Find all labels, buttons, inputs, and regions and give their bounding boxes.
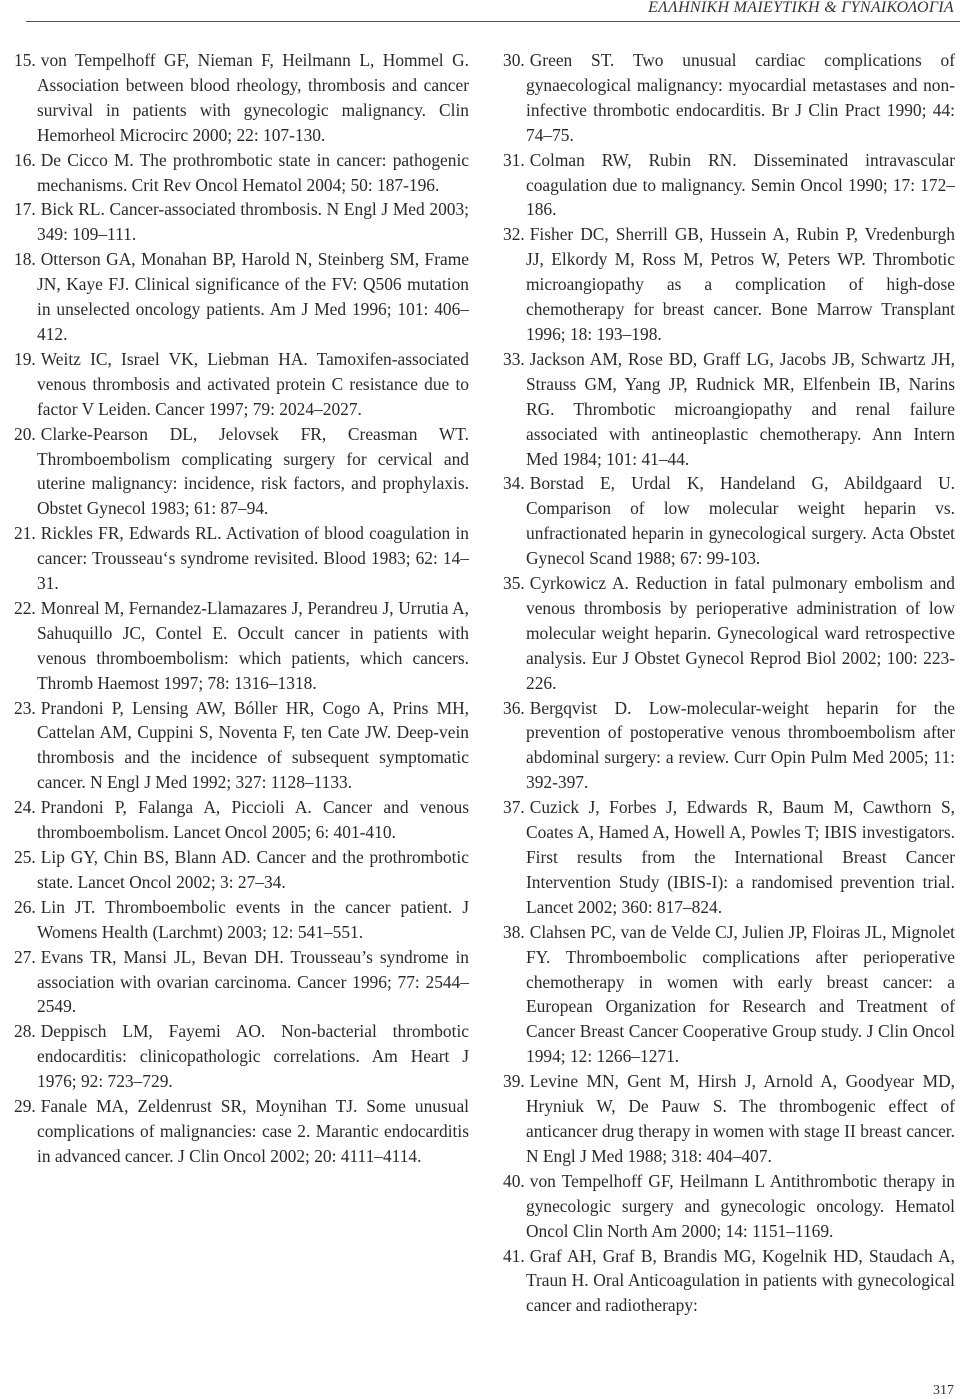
reference-item (14, 1094, 469, 1169)
reference-number: 17. (14, 199, 36, 220)
journal-title: ΕΛΛΗΝΙΚΗ ΜΑΙΕΥΤΙΚΗ & ΓΥΝΑΙΚΟΛΟΓΙΑ (648, 0, 954, 16)
reference-text: von Tempelhoff GF, Heilmann L Antithrombotic therapy in gynecologic surgery and gynecologic oncology. Hematol Oncol Clin North Am 2000; 14: 1151–1169. (526, 1170, 955, 1241)
references-left-column (14, 48, 469, 1169)
reference-item (14, 422, 469, 522)
reference-item (14, 895, 469, 945)
reference-number: 20. (14, 423, 36, 444)
reference-item (14, 1019, 469, 1094)
reference-number: 15. (14, 50, 36, 70)
reference-number: 24. (14, 797, 36, 818)
reference-item (503, 696, 955, 796)
reference-text: Colman RW, Rubin RN. Disseminated intravascular coagulation due to malignancy. Semin Oncol 1990; 17: 172–186. (526, 149, 955, 220)
reference-number: 18. (14, 249, 36, 270)
reference-text: Cuzick J, Forbes J, Edwards R, Baum M, Cawthorn S, Coates A, Hamed A, Howell A, Powles T; IBIS investigators. First results from the International Breast Cancer Intervention Study (IBIS-I): a randomised prevention trial. Lancet 2002; 360: 817–824. (526, 797, 955, 917)
reference-item (503, 571, 955, 696)
reference-text: von Tempelhoff GF, Nieman F, Heilmann L, Hommel G. Association between blood rheology, thrombosis and cancer survival in patients with gynecologic malignancy. Clin Hemorheol Microcirc 2000; 22: 107-130. (37, 50, 469, 145)
reference-number: 31. (503, 149, 525, 170)
reference-text: Prandoni P, Falanga A, Piccioli A. Cancer and venous thromboembolism. Lancet Oncol 2005; 6: 401-410. (37, 797, 469, 843)
reference-number: 27. (14, 946, 36, 967)
reference-number: 16. (14, 149, 36, 170)
reference-number: 39. (503, 1071, 525, 1092)
reference-number: 30. (503, 50, 525, 70)
reference-number: 25. (14, 847, 36, 867)
reference-number: 22. (14, 597, 36, 618)
reference-text: Deppisch LM, Fayemi AO. Non-bacterial thrombotic endocarditis: clinicopathologic correlations. Am Heart J 1976; 92: 723–729. (37, 1021, 469, 1092)
reference-text: Borstad E, Urdal K, Handeland G, Abildgaard U. Comparison of low molecular weight heparin vs. unfractionated heparin in gynecological surgery. Acta Obstet Gynecol Scand 1988; 67: 99-103. (526, 473, 955, 569)
reference-item (14, 48, 469, 148)
reference-item (503, 222, 955, 347)
reference-number: 35. (503, 573, 525, 594)
reference-number: 38. (503, 921, 525, 942)
reference-number: 36. (503, 697, 525, 718)
reference-text: Bergqvist D. Low-molecular-weight heparin for the prevention of postoperative venous thromboembolism after abdominal surgery: a review. Curr Opin Pulm Med 2005; 11: 392-397. (526, 697, 955, 793)
reference-text: Clarke-Pearson DL, Jelovsek FR, Creasman WT. Thromboembolism complicating surgery for cervical and uterine malignancy: incidence, risk factors, and prophylaxis. Obstet Gynecol 1983; 61: 87–94. (37, 423, 469, 519)
reference-item (503, 347, 955, 472)
reference-text: Green ST. Two unusual cardiac complications of gynaecological malignancy: myocardial metastases and non-infective thrombotic endocarditis. Br J Clin Pract 1990; 44: 74–75. (526, 50, 955, 145)
reference-item (14, 596, 469, 696)
reference-number: 21. (14, 523, 36, 544)
reference-number: 32. (503, 224, 525, 245)
reference-item (14, 148, 469, 198)
reference-number: 40. (503, 1170, 525, 1191)
reference-item (14, 347, 469, 422)
reference-item (503, 148, 955, 223)
reference-item (503, 48, 955, 148)
reference-text: Evans TR, Mansi JL, Bevan DH. Trousseau’s syndrome in association with ovarian carcinoma. Cancer 1996; 77: 2544–2549. (37, 946, 469, 1017)
reference-text: Rickles FR, Edwards RL. Activation of blood coagulation in cancer: Trousseau‘s syndrome revisited. Blood 1983; 62: 14–31. (37, 523, 469, 594)
reference-text: Clahsen PC, van de Velde CJ, Julien JP, Floiras JL, Mignolet FY. Thromboembolic complications after perioperative chemotherapy in women with early breast cancer: a European Organization for Research and Treatment of Cancer Breast Cancer Cooperative Group study. J Clin Oncol 1994; 12: 1266–1271. (526, 921, 955, 1067)
reference-text: Otterson GA, Monahan BP, Harold N, Steinberg SM, Frame JN, Kaye FJ. Clinical significance of the FV: Q506 mutation in unselected oncology patients. Am J Med 1996; 101: 406–412. (37, 249, 469, 344)
reference-item (14, 521, 469, 596)
reference-text: Fanale MA, Zeldenrust SR, Moynihan TJ. Some unusual complications of malignancies: case 2. Marantic endocarditis in advanced cancer. J Clin Oncol 2002; 20: 4111–4114. (37, 1096, 469, 1166)
reference-number: 37. (503, 797, 525, 818)
reference-item (14, 795, 469, 845)
reference-item (503, 1244, 955, 1319)
reference-item (503, 1169, 955, 1244)
reference-number: 33. (503, 348, 525, 369)
reference-text: Jackson AM, Rose BD, Graff LG, Jacobs JB, Schwartz JH, Strauss GM, Yang JP, Rudnick MR, Elfenbein IB, Narins RG. Thrombotic microangiopathy and renal failure associated with antineoplastic chemotherapy. Ann Intern Med 1984; 101: 41–44. (526, 348, 955, 469)
reference-item (14, 845, 469, 895)
reference-number: 29. (14, 1096, 36, 1117)
reference-item (503, 795, 955, 920)
page-number: 317 (933, 1383, 954, 1398)
reference-text: De Cicco M. The prothrombotic state in cancer: pathogenic mechanisms. Crit Rev Oncol Hematol 2004; 50: 187-196. (37, 149, 469, 195)
reference-number: 23. (14, 697, 36, 718)
references-right-column (503, 48, 955, 1318)
reference-number: 41. (503, 1245, 525, 1266)
reference-text: Fisher DC, Sherrill GB, Hussein A, Rubin P, Vredenburgh JJ, Elkordy M, Ross M, Petros W, Peters WP. Thrombotic microangiopathy as a complication of high-dose chemotherapy for breast cancer. Bone Marrow Transplant 1996; 18: 193–198. (526, 224, 955, 344)
header-rule (26, 21, 960, 22)
reference-text: Levine MN, Gent M, Hirsh J, Arnold A, Goodyear MD, Hryniuk W, De Pauw S. The thrombogenic effect of anticancer drug therapy in women with stage II breast cancer. N Engl J Med 1988; 318: 404–407. (526, 1071, 955, 1166)
reference-item (14, 197, 469, 247)
reference-item (14, 945, 469, 1020)
reference-number: 34. (503, 473, 525, 494)
reference-item (503, 920, 955, 1069)
reference-item (503, 1069, 955, 1169)
reference-item (14, 247, 469, 347)
reference-number: 19. (14, 348, 36, 369)
reference-text: Weitz IC, Israel VK, Liebman HA. Tamoxifen-associated venous thrombosis and activated protein C resistance due to factor V Leiden. Cancer 1997; 79: 2024–2027. (37, 348, 469, 419)
reference-item (503, 471, 955, 571)
running-header (0, 0, 960, 28)
reference-text: Bick RL. Cancer-associated thrombosis. N Engl J Med 2003; 349: 109–111. (37, 199, 469, 245)
reference-item (14, 696, 469, 796)
reference-number: 26. (14, 896, 36, 917)
reference-text: Prandoni P, Lensing AW, Bóller HR, Cogo A, Prins MH, Cattelan AM, Cuppini S, Noventa F, ten Cate JW. Deep-vein thrombosis and the incidence of subsequent symptomatic cancer. N Engl J Med 1992; 327: 1128–1133. (37, 697, 469, 793)
reference-text: Cyrkowicz A. Reduction in fatal pulmonary embolism and venous thrombosis by perioperative administration of low molecular weight heparin. Gynecological ward retrospective analysis. Eur J Obstet Gynecol Reprod Biol 2002; 100: 223-226. (526, 573, 955, 693)
reference-number: 28. (14, 1021, 36, 1042)
reference-text: Graf AH, Graf B, Brandis MG, Kogelnik HD, Staudach A, Traun H. Oral Anticoagulation in patients with gynecological cancer and radiotherapy: (526, 1245, 955, 1316)
reference-text: Monreal M, Fernandez-Llamazares J, Perandreu J, Urrutia A, Sahuquillo JC, Contel E. Occult cancer in patients with venous thromboembolism: which patients, which cancers. Thromb Haemost 1997; 78: 1316–1318. (37, 597, 469, 693)
reference-text: Lin JT. Thromboembolic events in the cancer patient. J Womens Health (Larchmt) 2003; 12: 541–551. (37, 896, 469, 942)
reference-text: Lip GY, Chin BS, Blann AD. Cancer and the prothrombotic state. Lancet Oncol 2002; 3: 27–34. (37, 847, 469, 892)
